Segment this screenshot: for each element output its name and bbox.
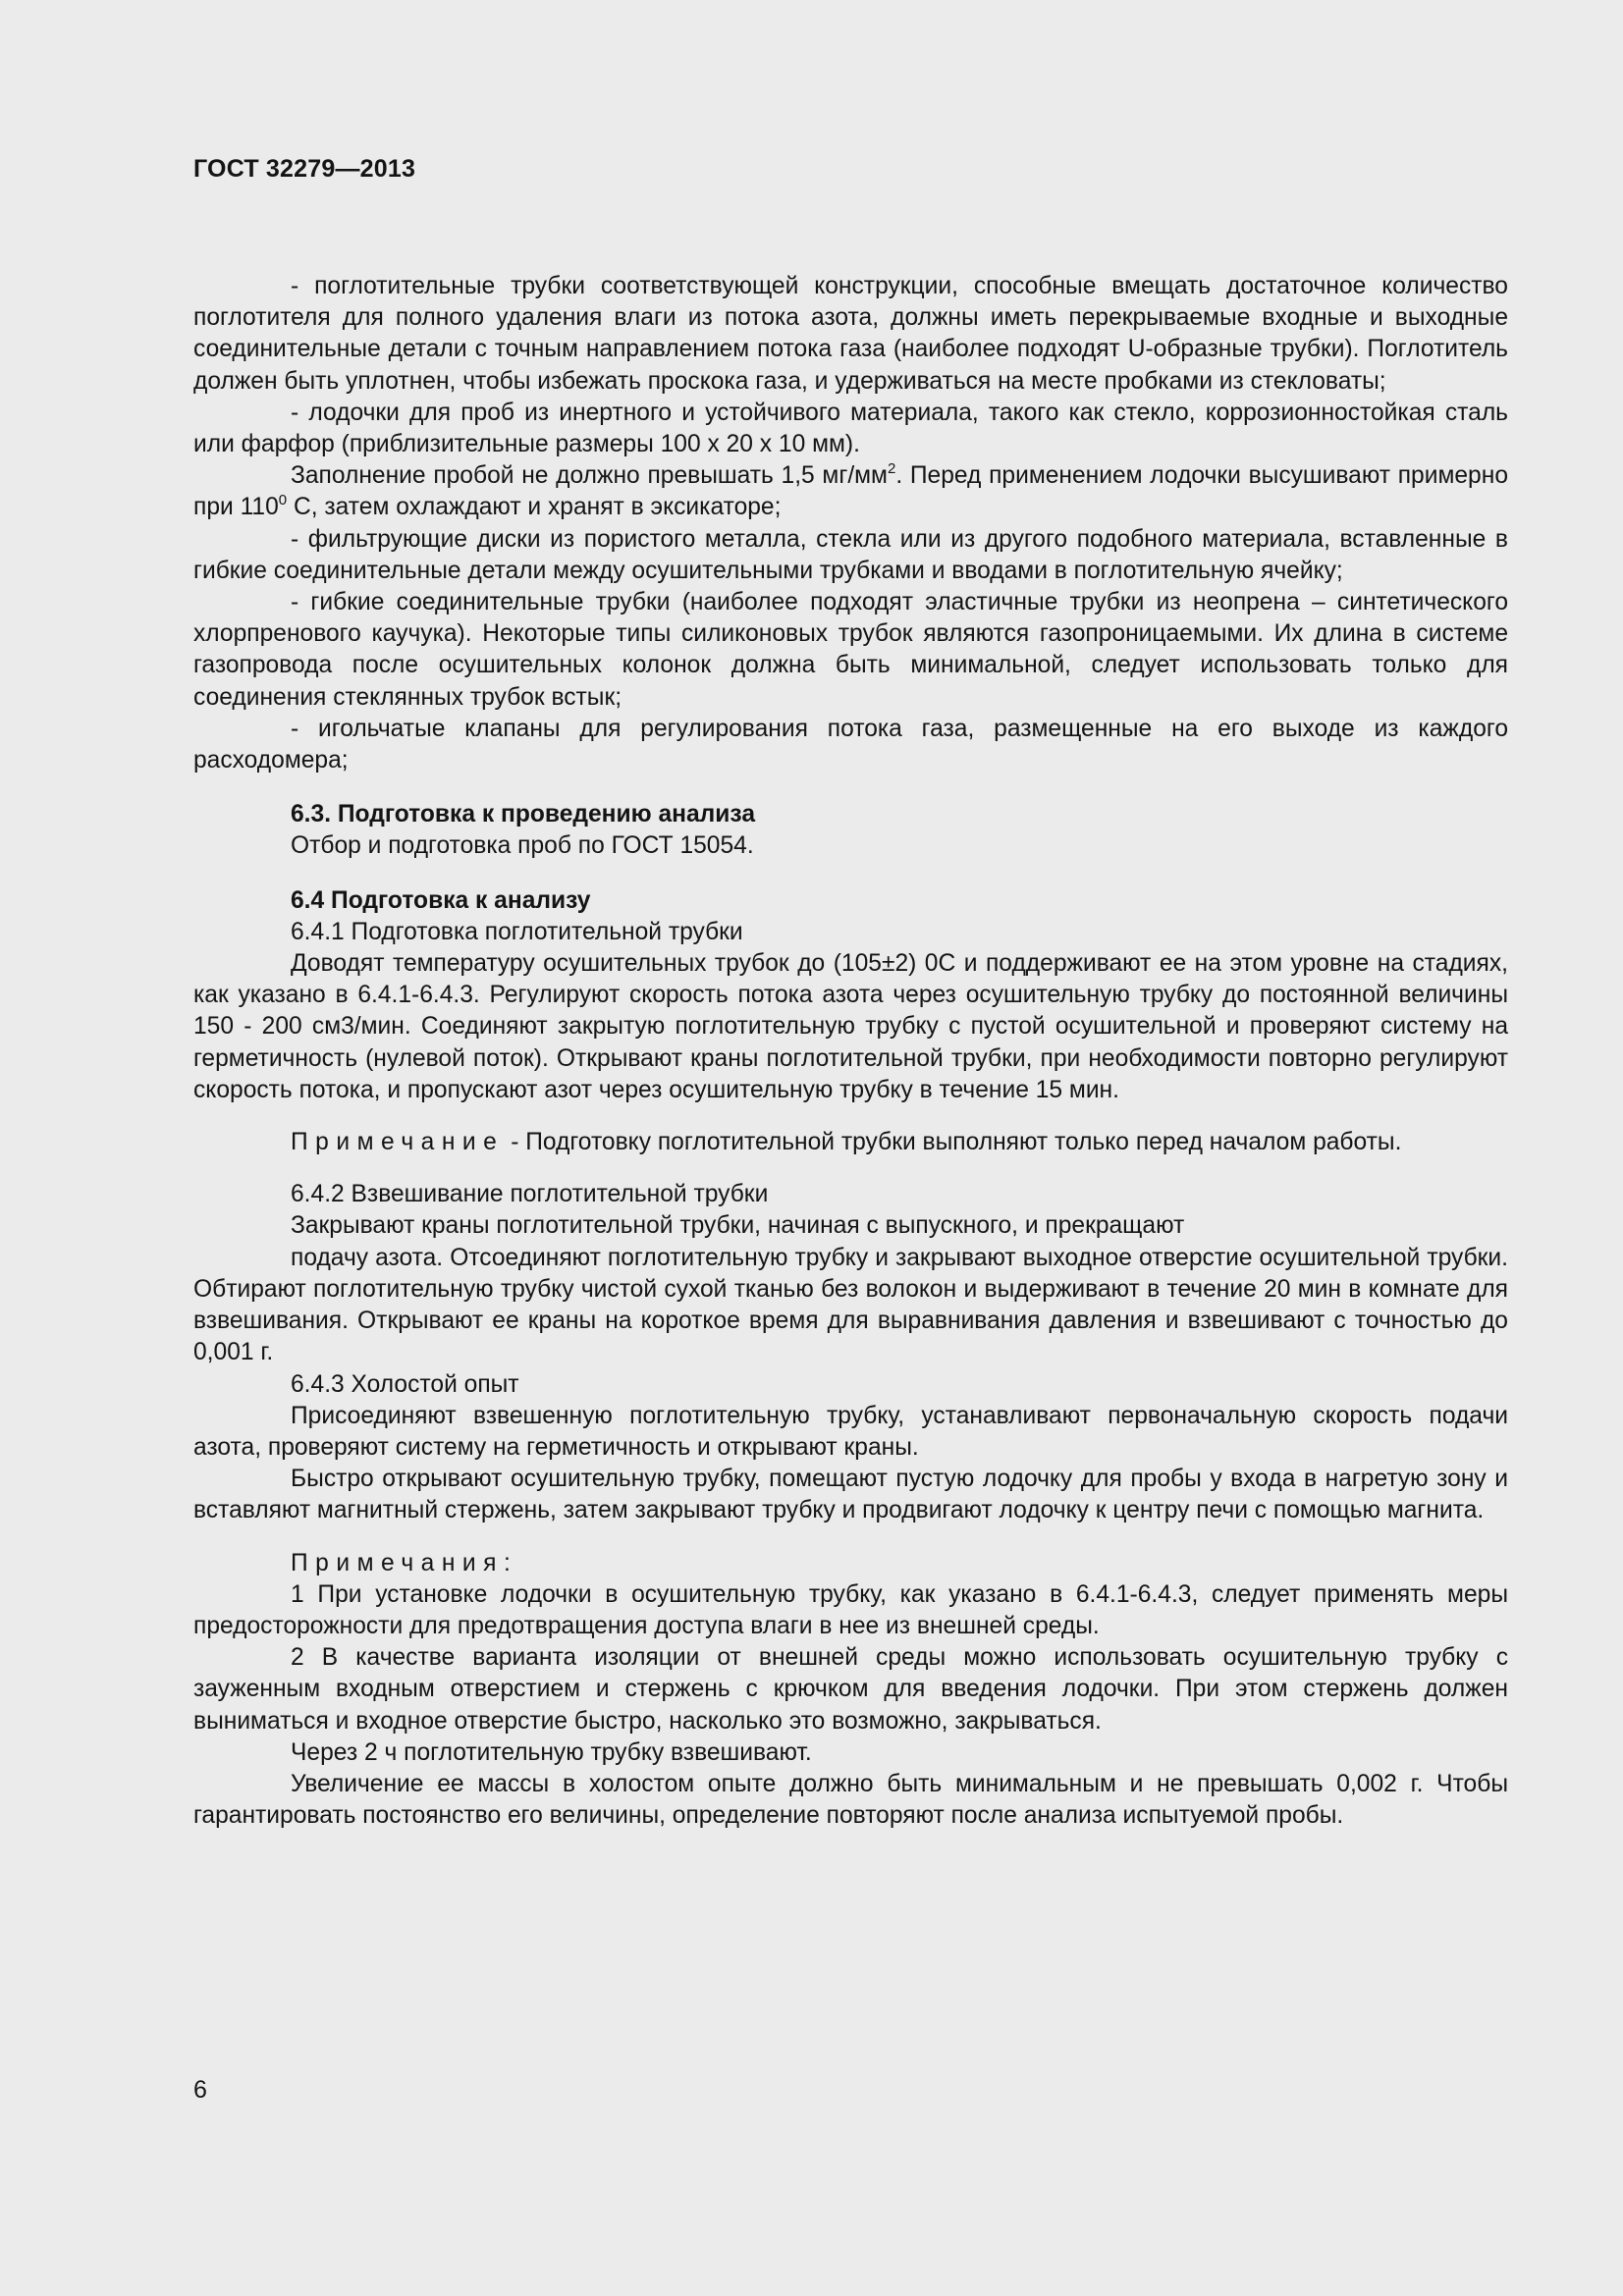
equipment-item-needle-valves: - игольчатые клапаны для регулирования потока газа, размещенные на его выходе из каждого расходомера; — [193, 715, 1508, 774]
note-6-4-1 — [193, 1127, 1508, 1158]
subsection-6-4-3-paragraph-1: Присоединяют взвешенную поглотительную трубку, устанавливают первоначальную скорость подачи азота, проверяют систему на герметичность и открывают краны. — [193, 1402, 1508, 1461]
equipment-item-flexible-tubes: - гибкие соединительные трубки (наиболее подходят эластичные трубки из неопрена – синтетического хлорпренового каучука). Некоторые типы силиконовых трубок являются газопроницаемыми. Их длина в системе газопровода после осушительных колонок должна быть минимальной, следует использовать только для соединения стеклянных трубок встык; — [193, 589, 1508, 711]
subsection-6-4-3-title: 6.4.3 Холостой опыт — [291, 1370, 519, 1398]
subsection-6-4-2-text: подачу азота. Отсоединяют поглотительную трубку и закрывают выходное отверстие осушительной трубки. Обтирают поглотительную трубку чистой сухой тканью без волокон и выдерживают в течение 20 мин в комнате для взвешивания. Открывают ее краны на короткое время для выравнивания давления и взвешивают с точностью до 0,001 г. — [193, 1244, 1508, 1366]
blank-test-conclusion: Увеличение ее массы в холостом опыте должно быть минимальным и не превышать 0,002 г. Чтобы гарантировать постоянство его величины, определение повторяют после анализа испытуемой пробы. — [193, 1770, 1508, 1830]
unit-superscript: 2 — [887, 460, 896, 478]
boat-filling-text-2: . Перед применением лодочки высушивают примерно при 110 — [193, 462, 1508, 521]
page-body — [193, 271, 1508, 1832]
boat-filling-text-1: Заполнение пробой не должно превышать 1,5 мг/мм — [291, 462, 888, 490]
subsection-6-4-1-title: 6.4.1 Подготовка поглотительной трубки — [291, 918, 743, 945]
note-1: 1 При установке лодочки в осушительную трубку, как указано в 6.4.1-6.4.3, следует применять меры предосторожности для предотвращения доступа влаги в нее из внешней среды. — [193, 1580, 1508, 1639]
degree-superscript: 0 — [278, 492, 288, 509]
equipment-item-sample-boats: - лодочки для проб из инертного и устойчивого материала, такого как стекло, коррозионностойкая сталь или фарфор (приблизительные размеры 100 х 20 х 10 мм). — [193, 399, 1508, 458]
boat-filling-text-3: С, затем охлаждают и хранят в эксикаторе; — [287, 494, 782, 521]
subsection-6-4-1-text: Доводят температуру осушительных трубок до (105±2) 0С и поддерживают ее на этом уровне на стадиях, как указано в 6.4.1-6.4.3. Регулируют скорость потока азота через осушительную трубку до постоянной величины 150 - 200 см3/мин. Соединяют закрытую поглотительную трубку с пустой осушительной и проверяют систему на герметичность (нулевой поток). Открывают краны поглотительной трубки, при необходимости повторно регулируют скорость потока, и пропускают азот через осушительную трубку в течение 15 мин. — [193, 950, 1508, 1103]
note-text: - Подготовку поглотительной трубки выполняют только перед началом работы. — [504, 1129, 1402, 1156]
equipment-item-boat-filling — [193, 460, 1508, 523]
section-6-4-title: 6.4 Подготовка к анализу — [291, 886, 591, 914]
subsection-6-4-3-paragraph-2: Быстро открывают осушительную трубку, помещают пустую лодочку для пробы у входа в нагретую зону и вставляют магнитный стержень, затем закрывают трубку и продвигают лодочку к центру печи с помощью магнита. — [193, 1466, 1508, 1524]
note-label: Примечание — [291, 1129, 505, 1156]
equipment-item-filter-discs: - фильтрующие диски из пористого металла, стекла или из другого подобного материала, вставленные в гибкие соединительные детали между осушительными трубками и вводами в поглотительную ячейку; — [193, 525, 1508, 584]
document-code-header: ГОСТ 32279—2013 — [193, 155, 416, 183]
section-6-3-text: Отбор и подготовка проб по ГОСТ 15054. — [291, 832, 754, 860]
equipment-item-absorption-tubes: - поглотительные трубки соответствующей конструкции, способные вмещать достаточное количество поглотителя для полного удаления влаги из потока азота, должны иметь перекрываемые входные и выходные соединительные детали с точным направлением потока газа (наиболее подходят U-образные трубки). Поглотитель должен быть уплотнен, чтобы избежать проскока газа, и удерживаться на месте пробками из стекловаты; — [193, 273, 1508, 395]
page-number: 6 — [193, 2076, 207, 2104]
note-2: 2 В качестве варианта изоляции от внешней среды можно использовать осушительную трубку с зауженным входным отверстием и стержень с крючком для введения лодочки. При этом стержень должен выниматься и входное отверстие быстро, насколько это возможно, закрываться. — [193, 1644, 1508, 1735]
subsection-6-4-2-title: 6.4.2 Взвешивание поглотительной трубки — [291, 1181, 769, 1208]
section-6-3-title: 6.3. Подготовка к проведению анализа — [291, 801, 755, 828]
weighing-step: Через 2 ч поглотительную трубку взвешивают. — [291, 1738, 812, 1766]
subsection-6-4-2-first-line: Закрывают краны поглотительной трубки, начиная с выпускного, и прекращают — [291, 1212, 1185, 1240]
notes-label: Примечания: — [291, 1549, 518, 1576]
